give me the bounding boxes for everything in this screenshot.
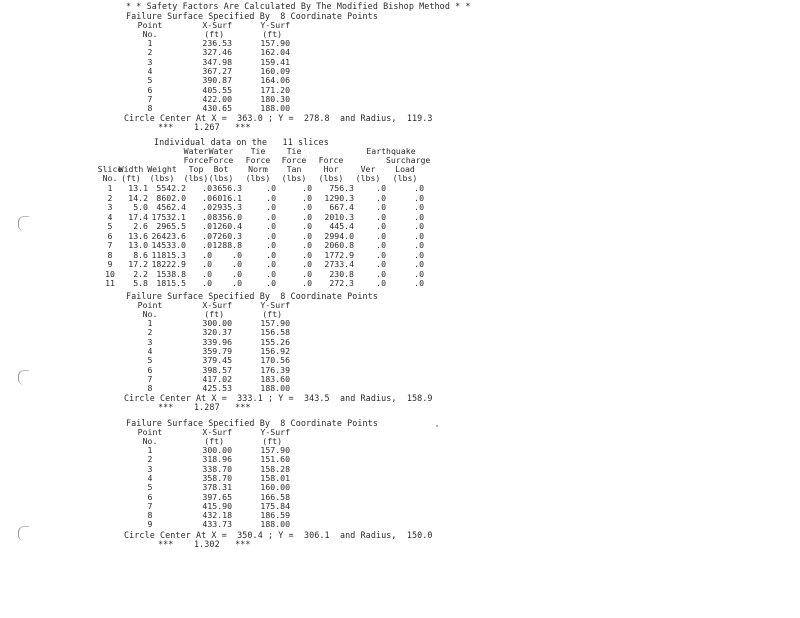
slice-cell-col0: 3	[107, 202, 113, 212]
point-x: 359.79	[202, 345, 232, 356]
slice-cell-col5: .0	[266, 202, 276, 212]
slice-cell-col3: .0	[202, 278, 212, 288]
point-no: 5	[147, 482, 153, 493]
point-no: 8	[147, 383, 153, 394]
point-x: 338.70	[202, 463, 232, 474]
slice-cell-col1: 5.8	[133, 278, 148, 288]
point-x: 300.00	[202, 445, 232, 455]
slice-header-row1-col5: Tie	[250, 146, 266, 156]
point-y: 166.58	[260, 491, 290, 502]
point-x: 327.46	[202, 47, 232, 58]
slice-header-row3-col1: Width	[118, 164, 144, 174]
slice-cell-col8: .0	[376, 230, 386, 241]
slice-cell-col8: .0	[376, 221, 386, 231]
point-x: 405.55	[202, 84, 232, 95]
col-point-header: Point	[137, 300, 163, 310]
point-y: 162.04	[260, 47, 290, 58]
slice-cell-col4: 3656.3	[212, 183, 242, 193]
point-no: 6	[147, 84, 153, 95]
slice-cell-col8: .0	[376, 183, 386, 193]
slice-cell-col9: .0	[414, 192, 424, 203]
col-y-units: (ft)	[262, 29, 282, 39]
point-y: 160.00	[260, 482, 290, 493]
surface-title: Failure Surface Specified By 8 Coordinate Points	[126, 11, 378, 21]
slice-cell-col9: .0	[414, 230, 424, 241]
point-x: 417.02	[202, 373, 232, 384]
slice-cell-col6: .0	[302, 221, 312, 231]
point-no: 6	[147, 491, 153, 502]
slice-cell-col7: 756.3	[329, 183, 354, 193]
point-x: 339.96	[202, 336, 232, 347]
point-x: 425.53	[202, 383, 232, 394]
point-no: 1	[147, 445, 153, 455]
slice-header-row3-col7: Hor	[323, 164, 339, 174]
circle-center: Circle Center At X = 333.1 ; Y = 343.5 and Radius, 158.9	[124, 393, 433, 404]
point-no: 4	[147, 65, 153, 76]
point-x: 398.57	[202, 364, 232, 375]
slice-cell-col7: 230.8	[329, 268, 354, 279]
slice-cell-col4: 1288.8	[212, 240, 242, 250]
slice-cell-col2: 5542.2	[156, 183, 186, 193]
slice-cell-col9: .0	[414, 221, 424, 231]
point-y: 155.26	[260, 336, 290, 347]
point-x: 367.27	[202, 65, 232, 76]
slice-header-row1-col3: Water	[183, 146, 209, 156]
slice-header-row3-col9: Load	[395, 164, 415, 174]
slice-header-row4-col6: (lbs)	[281, 173, 307, 183]
point-no: 9	[147, 519, 153, 530]
point-x: 397.65	[202, 491, 232, 502]
col-point-header: Point	[137, 427, 163, 437]
slice-cell-col7: 2060.8	[324, 240, 354, 250]
slice-header-row4-col5: (lbs)	[245, 173, 271, 183]
slice-cell-col5: .0	[266, 221, 276, 231]
slice-cell-col2: 14533.0	[151, 240, 186, 250]
slice-header-row3-col0: Slice	[97, 164, 123, 174]
slice-cell-col0: 7	[107, 240, 113, 250]
point-y: 157.90	[260, 445, 290, 455]
slice-header-row3-col4: Bot	[213, 164, 229, 174]
col-y-header: Y-Surf	[260, 427, 290, 437]
slice-cell-col9: .0	[414, 211, 424, 222]
slice-cell-col0: 5	[107, 221, 113, 231]
point-y: 186.59	[260, 510, 290, 521]
point-x: 300.00	[202, 318, 232, 328]
slice-cell-col7: 445.4	[329, 221, 354, 231]
slice-cell-col4: 2935.3	[212, 202, 242, 212]
slice-cell-col1: 17.4	[128, 211, 148, 222]
circle-center: Circle Center At X = 363.0 ; Y = 278.8 and Radius, 119.3	[124, 113, 433, 124]
point-y: 158.28	[260, 463, 290, 474]
speck-mark	[436, 425, 438, 427]
point-y: 157.90	[260, 318, 290, 328]
col-y-header: Y-Surf	[260, 20, 290, 30]
col-no-header: No.	[142, 309, 158, 319]
slice-cell-col5: .0	[266, 240, 276, 250]
slice-cell-col2: 4562.4	[156, 202, 186, 212]
slice-cell-col6: .0	[302, 230, 312, 241]
point-y: 171.20	[260, 84, 290, 95]
slice-cell-col6: .0	[302, 183, 312, 193]
slice-cell-col3: .0	[202, 183, 212, 193]
point-x: 415.90	[202, 500, 232, 511]
point-no: 3	[147, 56, 153, 67]
slice-cell-col5: .0	[266, 268, 276, 279]
slice-cell-col0: 10	[105, 268, 115, 279]
slice-cell-col3: .0	[202, 221, 212, 231]
slice-cell-col9: .0	[414, 278, 424, 288]
slice-cell-col4: .0	[232, 268, 242, 279]
point-no: 7	[147, 93, 153, 104]
col-x-header: X-Surf	[202, 427, 232, 437]
point-x: 432.18	[202, 510, 232, 521]
slice-cell-col1: 5.0	[133, 202, 148, 212]
slice-header-row4-col1: (ft)	[121, 173, 141, 183]
slice-cell-col7: 1290.3	[324, 192, 354, 203]
point-y: 183.60	[260, 373, 290, 384]
slice-cell-col0: 11	[105, 278, 115, 288]
slice-header-row4-col3: (lbs)	[183, 173, 209, 183]
binder-hole-mark-middle	[18, 370, 29, 385]
slice-cell-col2: 18222.9	[151, 259, 186, 269]
slice-header-row4-col0: No.	[102, 173, 118, 183]
slice-cell-col1: 13.1	[128, 183, 148, 193]
slice-cell-col8: .0	[376, 249, 386, 260]
circle-center: Circle Center At X = 350.4 ; Y = 306.1 and Radius, 150.0	[124, 529, 433, 540]
col-x-header: X-Surf	[202, 20, 232, 30]
point-no: 4	[147, 345, 153, 356]
point-y: 188.00	[260, 519, 290, 530]
slice-cell-col0: 9	[107, 259, 113, 269]
slice-header-row1-col6: Tie	[286, 146, 302, 156]
slice-cell-col1: 13.6	[128, 230, 148, 241]
point-y: 188.00	[260, 383, 290, 394]
point-y: 157.90	[260, 38, 290, 48]
binder-hole-mark-top	[18, 216, 29, 231]
slice-cell-col0: 2	[107, 192, 113, 203]
slice-cell-col3: .0	[202, 259, 212, 269]
point-no: 7	[147, 373, 153, 384]
slice-cell-col4: 8356.0	[212, 211, 242, 222]
point-y: 188.00	[260, 103, 290, 114]
slice-cell-col1: 8.6	[133, 249, 148, 260]
point-y: 164.06	[260, 75, 290, 86]
slices-title: Individual data on the 11 slices	[154, 137, 329, 147]
point-y: 151.60	[260, 454, 290, 465]
point-y: 158.01	[260, 472, 290, 483]
col-y-units: (ft)	[262, 436, 282, 446]
slice-cell-col6: .0	[302, 192, 312, 203]
slice-cell-col8: .0	[376, 268, 386, 279]
point-y: 160.09	[260, 65, 290, 76]
point-no: 4	[147, 472, 153, 483]
point-no: 3	[147, 336, 153, 347]
slice-cell-col7: 1772.9	[324, 249, 354, 260]
point-no: 1	[147, 38, 153, 48]
slice-cell-col3: .0	[202, 240, 212, 250]
col-x-units: (ft)	[204, 309, 224, 319]
slice-cell-col8: .0	[376, 278, 386, 288]
slice-header-row2-col6: Force	[281, 155, 307, 165]
point-x: 430.65	[202, 103, 232, 114]
slice-cell-col1: 17.2	[128, 259, 148, 269]
point-no: 7	[147, 500, 153, 511]
slice-header-row2-col7: Force	[318, 155, 344, 165]
slice-header-row3-col3: Top	[188, 164, 204, 174]
point-x: 236.53	[202, 38, 232, 48]
col-point-header: Point	[137, 20, 163, 30]
safety-factor: *** 1.267 ***	[158, 122, 251, 133]
slice-header-row2-col4: Force	[208, 155, 234, 165]
slice-cell-col7: 2733.4	[324, 259, 354, 269]
col-no-header: No.	[142, 436, 158, 446]
slice-header-row2-col3: Force	[183, 155, 209, 165]
slice-cell-col8: .0	[376, 211, 386, 222]
slice-cell-col3: .0	[202, 249, 212, 260]
point-x: 318.96	[202, 454, 232, 465]
slice-cell-col6: .0	[302, 259, 312, 269]
point-y: 175.84	[260, 500, 290, 511]
slice-cell-col7: 2010.3	[324, 211, 354, 222]
slice-cell-col6: .0	[302, 249, 312, 260]
slice-cell-col8: .0	[376, 192, 386, 203]
slice-cell-col8: .0	[376, 202, 386, 212]
slice-header-row2-col5: Force	[245, 155, 271, 165]
slice-header-row2-col9: Surcharge	[386, 155, 431, 165]
slice-cell-col9: .0	[414, 259, 424, 269]
slice-cell-col9: .0	[414, 249, 424, 260]
point-x: 379.45	[202, 355, 232, 366]
col-x-header: X-Surf	[202, 300, 232, 310]
slice-cell-col2: 1815.5	[156, 278, 186, 288]
slice-cell-col7: 667.4	[329, 202, 354, 212]
slice-cell-col4: .0	[232, 259, 242, 269]
slice-cell-col5: .0	[266, 259, 276, 269]
slice-cell-col6: .0	[302, 278, 312, 288]
safety-factor: *** 1.287 ***	[158, 402, 251, 413]
point-x: 320.37	[202, 327, 232, 338]
point-no: 2	[147, 327, 153, 338]
slice-cell-col3: .0	[202, 202, 212, 212]
surface-title: Failure Surface Specified By 8 Coordinate Points	[126, 291, 378, 301]
slice-header-row3-col6: Tan	[286, 164, 302, 174]
slice-cell-col6: .0	[302, 202, 312, 212]
slice-cell-col6: .0	[302, 240, 312, 250]
slice-cell-col6: .0	[302, 211, 312, 222]
slice-header-row4-col4: (lbs)	[208, 173, 234, 183]
point-no: 5	[147, 75, 153, 86]
point-x: 390.87	[202, 75, 232, 86]
slice-header-row3-col8: Ver	[360, 164, 376, 174]
point-no: 2	[147, 454, 153, 465]
slice-header-row3-col2: Weight	[147, 164, 177, 174]
col-y-units: (ft)	[262, 309, 282, 319]
slice-cell-col3: .0	[202, 192, 212, 203]
slice-cell-col9: .0	[414, 183, 424, 193]
slice-header-row4-col8: (lbs)	[355, 173, 381, 183]
slice-header-row3-col5: Norm	[248, 164, 268, 174]
point-y: 156.92	[260, 345, 290, 356]
safety-factor: *** 1.302 ***	[158, 538, 251, 549]
slice-cell-col0: 6	[107, 230, 113, 241]
slice-cell-col2: 17532.1	[151, 211, 186, 222]
slice-cell-col9: .0	[414, 240, 424, 250]
slice-cell-col5: .0	[266, 211, 276, 222]
slice-header-row4-col7: (lbs)	[318, 173, 344, 183]
point-x: 347.98	[202, 56, 232, 67]
point-no: 8	[147, 510, 153, 521]
slice-cell-col5: .0	[266, 278, 276, 288]
slice-cell-col2: 2965.5	[156, 221, 186, 231]
slice-cell-col5: .0	[266, 230, 276, 241]
slice-cell-col5: .0	[266, 249, 276, 260]
point-y: 170.56	[260, 355, 290, 366]
slice-cell-col0: 4	[107, 211, 113, 222]
slice-cell-col3: .0	[202, 268, 212, 279]
point-no: 8	[147, 103, 153, 114]
slice-cell-col2: 8602.0	[156, 192, 186, 203]
slice-cell-col5: .0	[266, 183, 276, 193]
slice-cell-col4: 7260.3	[212, 230, 242, 241]
point-no: 5	[147, 355, 153, 366]
col-no-header: No.	[142, 29, 158, 39]
point-x: 422.00	[202, 93, 232, 104]
slice-cell-col2: 11815.3	[151, 249, 186, 260]
slice-cell-col7: 272.3	[329, 278, 354, 288]
slice-cell-col9: .0	[414, 268, 424, 279]
slice-cell-col1: 2.6	[133, 221, 148, 231]
point-no: 3	[147, 463, 153, 474]
point-no: 1	[147, 318, 153, 328]
slice-cell-col1: 2.2	[133, 268, 148, 279]
col-y-header: Y-Surf	[260, 300, 290, 310]
slice-cell-col6: .0	[302, 268, 312, 279]
slice-cell-col1: 13.0	[128, 240, 148, 250]
point-no: 2	[147, 47, 153, 58]
slice-cell-col7: 2994.0	[324, 230, 354, 241]
point-y: 156.58	[260, 327, 290, 338]
point-no: 6	[147, 364, 153, 375]
slice-header-row4-col9: (lbs)	[392, 173, 418, 183]
slice-cell-col2: 26423.6	[151, 230, 186, 241]
slice-cell-col4: 6016.1	[212, 192, 242, 203]
point-y: 180.30	[260, 93, 290, 104]
col-x-units: (ft)	[204, 436, 224, 446]
slice-cell-col8: .0	[376, 259, 386, 269]
slice-header-row1-col4: Water	[208, 146, 234, 156]
slice-cell-col8: .0	[376, 240, 386, 250]
slice-cell-col4: .0	[232, 249, 242, 260]
binder-hole-mark-bottom	[18, 526, 29, 541]
slice-cell-col3: .0	[202, 211, 212, 222]
col-x-units: (ft)	[204, 29, 224, 39]
slice-cell-col4: 1260.4	[212, 221, 242, 231]
slice-cell-col1: 14.2	[128, 192, 148, 203]
slice-cell-col9: .0	[414, 202, 424, 212]
slice-cell-col0: 1	[107, 183, 113, 193]
point-x: 378.31	[202, 482, 232, 493]
slice-header-row4-col2: (lbs)	[149, 173, 175, 183]
slice-cell-col5: .0	[266, 192, 276, 203]
slice-cell-col3: .0	[202, 230, 212, 241]
slice-cell-col4: .0	[232, 278, 242, 288]
slice-cell-col0: 8	[107, 249, 113, 260]
point-y: 176.39	[260, 364, 290, 375]
slice-header-row1-col7: Earthquake	[366, 146, 416, 156]
point-y: 159.41	[260, 56, 290, 67]
point-x: 358.70	[202, 472, 232, 483]
surface-title: Failure Surface Specified By 8 Coordinate Points	[126, 418, 378, 428]
report-heading: * * Safety Factors Are Calculated By The Modified Bishop Method * *	[126, 1, 471, 11]
point-x: 433.73	[202, 519, 232, 530]
slice-cell-col2: 1538.8	[156, 268, 186, 279]
